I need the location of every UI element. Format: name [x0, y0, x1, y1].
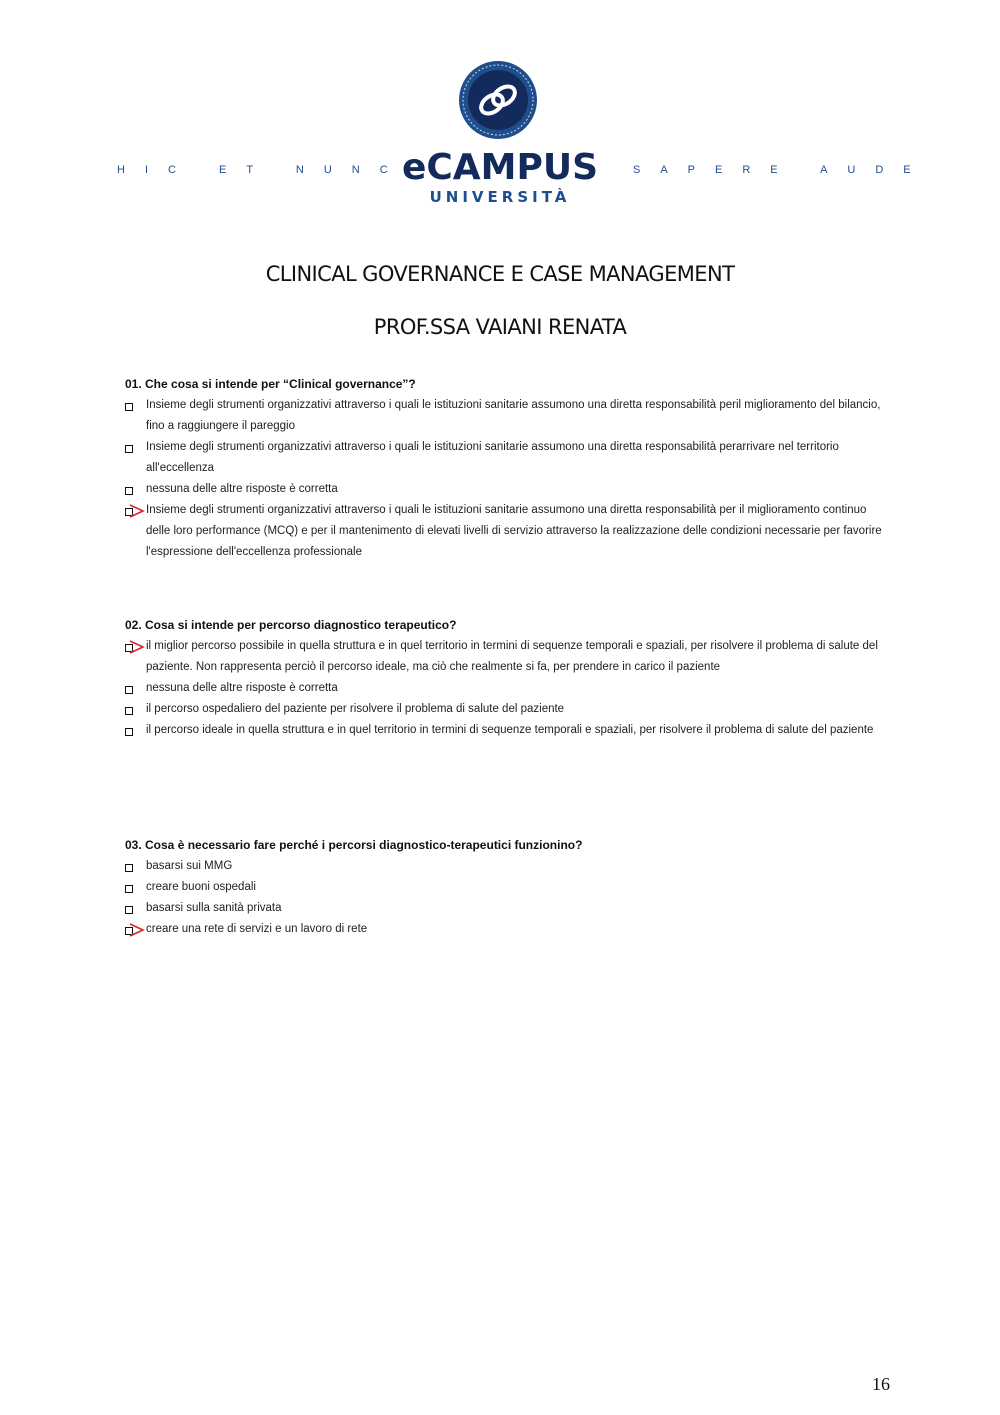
answer-option-marked[interactable]: [125, 919, 885, 940]
motto-right: SAPERE AUDE: [633, 164, 931, 176]
document-title: CLINICAL GOVERNANCE E CASE MANAGEMENT: [265, 262, 735, 286]
page-number: 16: [872, 1374, 890, 1394]
answer-list: [125, 636, 885, 741]
question-title: 02. Cosa si intende per percorso diagnostico terapeutico?: [125, 618, 457, 632]
answer-text: creare una rete di servizi e un lavoro di rete: [146, 923, 368, 935]
correct-answer-arrow-icon: [128, 638, 146, 656]
answer-text: Insieme degli strumenti organizzativi attraverso i quali le istituzioni sanitarie assumono una diretta responsabilità perarrivare nel territorio all'eccellenza: [146, 441, 839, 474]
answer-option[interactable]: [125, 856, 885, 877]
answer-text: il miglior percorso possibile in quella struttura e in quel territorio in termini di sequenze temporali e spaziali, per risolvere il problema di salute del paziente. Non rappresenta perciò il percorso ideale, ma ciò che realmente si fa, per prendere in carico il paziente: [146, 640, 878, 673]
answer-text: nessuna delle altre risposte è corretta: [146, 483, 338, 495]
checkbox[interactable]: [125, 403, 133, 411]
answer-text: basarsi sui MMG: [146, 860, 233, 872]
answer-text: creare buoni ospedali: [146, 881, 256, 893]
checkbox[interactable]: [125, 885, 133, 893]
answer-text: il percorso ospedaliero del paziente per risolvere il problema di salute del paziente: [146, 703, 565, 715]
logo-subtitle: UNIVERSITÀ: [429, 188, 571, 206]
answer-option[interactable]: [125, 437, 885, 479]
answer-text: Insieme degli strumenti organizzativi attraverso i quali le istituzioni sanitarie assumono una diretta responsabilità peril miglioramento del bilancio, fino a raggiungere il pareggio: [146, 399, 881, 432]
answer-option-marked[interactable]: [125, 500, 885, 563]
question-title: 03. Cosa è necessario fare perché i percorsi diagnostico-terapeutici funzionino?: [125, 838, 583, 852]
question-block: [125, 835, 885, 940]
answer-option[interactable]: [125, 678, 885, 699]
document-subtitle: PROF.SSA VAIANI RENATA: [373, 315, 627, 339]
correct-answer-arrow-icon: [128, 921, 146, 939]
question-block: [125, 615, 885, 741]
logo-wordmark: eCAMPUS: [401, 147, 599, 188]
checkbox[interactable]: [125, 445, 133, 453]
answer-option[interactable]: [125, 898, 885, 919]
answer-text: basarsi sulla sanità privata: [146, 902, 282, 914]
answer-text: Insieme degli strumenti organizzativi attraverso i quali le istituzioni sanitarie assumono una diretta responsabilità per il miglioramento continuo delle loro performance (MCQ) e per il mantenimento di elevati livelli di servizio attraverso la realizzazione delle condizioni necessarie per favorire l'espressione dell'eccellenza professionale: [146, 504, 882, 558]
answer-text: nessuna delle altre risposte è corretta: [146, 682, 338, 694]
checkbox[interactable]: [125, 728, 133, 736]
checkbox[interactable]: [125, 864, 133, 872]
answer-list: [125, 856, 885, 940]
answer-option[interactable]: [125, 877, 885, 898]
question-title: 01. Che cosa si intende per “Clinical governance”?: [125, 377, 416, 391]
answer-option-marked[interactable]: [125, 636, 885, 678]
checkbox[interactable]: [125, 707, 133, 715]
checkbox[interactable]: [125, 686, 133, 694]
answer-list: [125, 395, 885, 563]
question-block: [125, 374, 885, 563]
correct-answer-arrow-icon: [128, 502, 146, 520]
answer-text: il percorso ideale in quella struttura e in quel territorio in termini di sequenze temporali e spaziali, per risolvere il problema di salute del paziente: [146, 724, 874, 736]
university-seal-icon: [458, 60, 538, 140]
page-header: [0, 60, 1000, 220]
answer-option[interactable]: [125, 720, 885, 741]
checkbox[interactable]: [125, 487, 133, 495]
answer-option[interactable]: [125, 699, 885, 720]
answer-option[interactable]: [125, 479, 885, 500]
answer-option[interactable]: [125, 395, 885, 437]
checkbox[interactable]: [125, 906, 133, 914]
motto-left: HIC ET NUNC: [117, 164, 408, 176]
